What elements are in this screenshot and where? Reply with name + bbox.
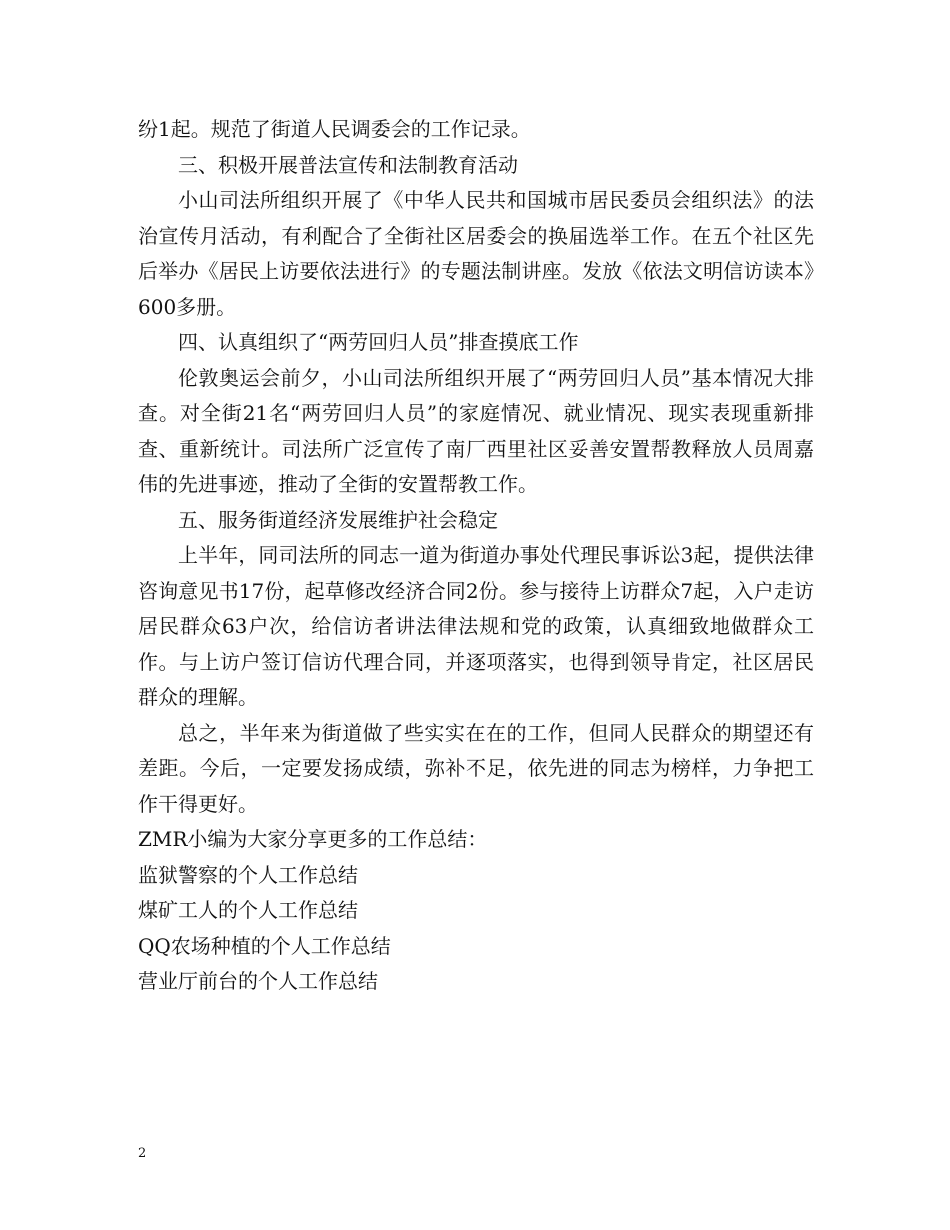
page-number: 2	[138, 1146, 147, 1161]
related-links-list	[138, 858, 814, 1000]
paragraph-continuation: 纷1起。规范了街道人民调委会的工作记录。	[138, 117, 531, 141]
paragraph-investigation: 伦敦奥运会前夕，小山司法所组织开展了“两劳回归人员”基本情况大排查。对全街21名“两劳回归人员”的家庭情况、就业情况、现实表现重新排查、重新统计。司法所广泛宣传了南厂西里社区妥善安置帮教释放人员周嘉伟的先进事迹，推动了全街的安置帮教工作。	[138, 365, 814, 496]
paragraph-economic-service: 上半年，同司法所的同志一道为街道办事处代理民事诉讼3起，提供法律咨询意见书17份，起草修改经济合同2份。参与接待上访群众7起，入户走访居民群众63户次，给信访者讲法律法规和党的政策，认真细致地做群众工作。与上访户签订信访代理合同，并逐项落实，也得到领导肯定，社区居民群众的理解。	[138, 543, 814, 709]
document-body	[138, 112, 814, 1000]
related-link[interactable]: QQ农场种植的个人工作总结	[138, 933, 391, 958]
related-link[interactable]: 煤矿工人的个人工作总结	[138, 898, 358, 922]
section-heading-3: 三、积极开展普法宣传和法制教育活动	[178, 152, 518, 177]
share-intro: ZMR小编为大家分享更多的工作总结：	[138, 827, 488, 851]
related-link[interactable]: 监狱警察的个人工作总结	[138, 862, 358, 887]
section-heading-5: 五、服务街道经济发展维护社会稳定	[178, 507, 498, 532]
section-heading-4: 四、认真组织了“两劳回归人员”排查摸底工作	[178, 330, 579, 354]
paragraph-conclusion: 总之，半年来为街道做了些实实在在的工作，但同人民群众的期望还有差距。今后，一定要发扬成绩，弥补不足，依先进的同志为榜样，力争把工作干得更好。	[138, 720, 814, 816]
paragraph-legal-education: 小山司法所组织开展了《中华人民共和国城市居民委员会组织法》的法治宣传月活动，有利配合了全街社区居委会的换届选举工作。在五个社区先后举办《居民上访要依法进行》的专题法制讲座。发放《依法文明信访读本》600多册。	[138, 188, 814, 319]
related-link[interactable]: 营业厅前台的个人工作总结	[138, 969, 378, 993]
